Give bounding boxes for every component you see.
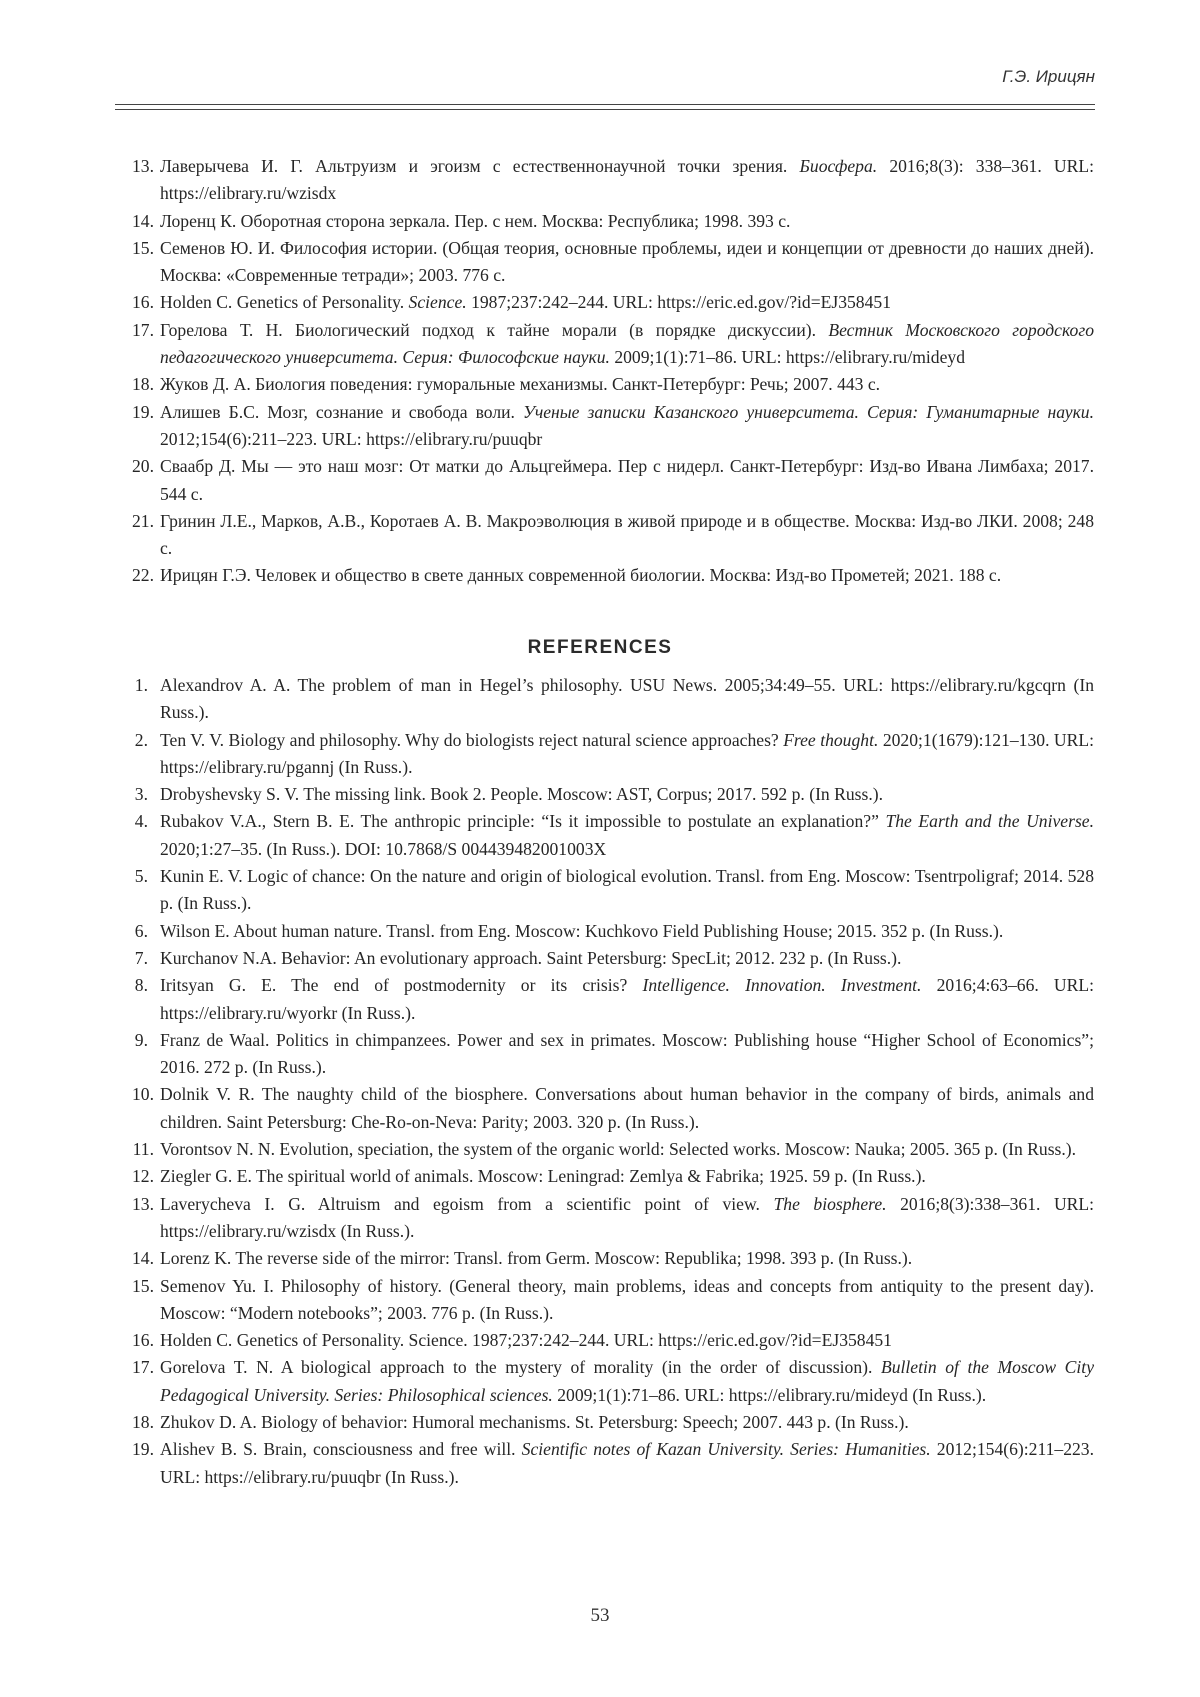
reference-item <box>118 453 1094 508</box>
reference-number: 2. <box>118 727 148 754</box>
reference-number: 16. <box>118 1327 154 1354</box>
reference-item <box>118 208 1094 235</box>
reference-text: Горелова Т. Н. Биологический подход к тайне морали (в порядке дискуссии). <box>160 320 828 340</box>
running-title: Г.Э. Ирицян <box>1002 67 1095 87</box>
reference-number: 7. <box>118 945 148 972</box>
reference-source-title: Bulletin of the Moscow City Pedagogical University. Series: Philosophical sciences. <box>160 1357 1094 1404</box>
reference-item <box>118 317 1094 372</box>
reference-item <box>118 1409 1094 1436</box>
reference-text: Ten V. V. Biology and philosophy. Why do biologists reject natural science approaches? <box>160 730 783 750</box>
reference-item <box>118 562 1094 589</box>
reference-item <box>118 1163 1094 1190</box>
reference-text: Alishev B. S. Brain, consciousness and free will. <box>160 1439 522 1459</box>
reference-text: Wilson E. About human nature. Transl. from Eng. Moscow: Kuchkovo Field Publishing House; 2015. 352 p. (In Russ.). <box>160 921 1003 941</box>
reference-details: 2020;1(1679):121–130. URL: https://elibrary.ru/pgannj (In Russ.). <box>160 730 1094 777</box>
reference-number: 5. <box>118 863 148 890</box>
reference-text: Kunin E. V. Logic of chance: On the nature and origin of biological evolution. Transl. from Eng. Moscow: Tsentrpoligraf; 2014. 528 p. (In Russ.). <box>160 866 1094 913</box>
reference-item <box>118 371 1094 398</box>
reference-text: Lorenz K. The reverse side of the mirror: Transl. from Germ. Moscow: Republika; 1998. 393 p. (In Russ.). <box>160 1248 912 1268</box>
reference-number: 1. <box>118 672 148 699</box>
reference-item <box>118 781 1094 808</box>
reference-details: 2016;8(3): 338–361. URL: https://elibrary.ru/wzisdx <box>160 156 1094 203</box>
reference-number: 21. <box>118 508 154 535</box>
reference-text: Laverycheva I. G. Altruism and egoism from a scientific point of view. <box>160 1194 773 1214</box>
reference-number: 14. <box>118 208 154 235</box>
reference-number: 19. <box>118 1436 154 1463</box>
reference-text: Семенов Ю. И. Философия истории. (Общая теория, основные проблемы, идеи и концепции от древности до наших дней). Москва: «Современные тетради»; 2003. 776 с. <box>160 238 1094 285</box>
reference-source-title: Scientific notes of Kazan University. Series: Humanities. <box>522 1439 931 1459</box>
reference-number: 10. <box>118 1081 154 1108</box>
reference-number: 15. <box>118 235 154 262</box>
reference-number: 12. <box>118 1163 154 1190</box>
header-rule-secondary <box>115 109 1095 110</box>
reference-item <box>118 1191 1094 1246</box>
reference-number: 6. <box>118 918 148 945</box>
reference-text: Kurchanov N.A. Behavior: An evolutionary approach. Saint Petersburg: SpecLit; 2012. 232 p. (In Russ.). <box>160 948 901 968</box>
reference-text: Лаверычева И. Г. Альтруизм и эгоизм с естественнонаучной точки зрения. <box>160 156 800 176</box>
reference-number: 9. <box>118 1027 148 1054</box>
reference-number: 3. <box>118 781 148 808</box>
reference-item <box>118 1436 1094 1491</box>
reference-item <box>118 1136 1094 1163</box>
reference-number: 18. <box>118 1409 154 1436</box>
reference-source-title: Intelligence. Innovation. Investment. <box>642 975 921 995</box>
reference-item <box>118 1027 1094 1082</box>
reference-source-title: Science. <box>409 292 467 312</box>
reference-number: 17. <box>118 1354 154 1381</box>
reference-item <box>118 153 1094 208</box>
reference-text: Gorelova T. N. A biological approach to the mystery of morality (in the order of discussion). <box>160 1357 881 1377</box>
reference-number: 20. <box>118 453 154 480</box>
reference-number: 22. <box>118 562 154 589</box>
reference-text: Zhukov D. A. Biology of behavior: Humoral mechanisms. St. Petersburg: Speech; 2007. 443 p. (In Russ.). <box>160 1412 909 1432</box>
reference-item <box>118 918 1094 945</box>
reference-item <box>118 289 1094 316</box>
reference-item <box>118 1245 1094 1272</box>
reference-text: Vorontsov N. N. Evolution, speciation, the system of the organic world: Selected works. Moscow: Nauka; 2005. 365 p. (In Russ.). <box>160 1139 1076 1159</box>
reference-source-title: The biosphere. <box>773 1194 886 1214</box>
reference-details: 1987;237:242–244. URL: https://eric.ed.gov/?id=EJ358451 <box>467 292 891 312</box>
reference-text: Жуков Д. А. Биология поведения: гуморальные механизмы. Санкт-Петербург: Речь; 2007. 443 с. <box>160 374 880 394</box>
reference-source-title: Ученые записки Казанского университета. Серия: Гуманитарные науки. <box>523 402 1094 422</box>
reference-text: Сваабр Д. Мы — это наш мозг: От матки до Альцгеймера. Пер с нидерл. Санкт-Петербург: Изд-во Ивана Лимбаха; 2017. 544 с. <box>160 456 1094 503</box>
reference-text: Rubakov V.A., Stern B. E. The anthropic principle: “Is it impossible to postulate an explanation?” <box>160 811 885 831</box>
journal-page <box>0 0 1200 1697</box>
reference-text: Ирицян Г.Э. Человек и общество в свете данных современной биологии. Москва: Изд-во Прометей; 2021. 188 с. <box>160 565 1001 585</box>
reference-number: 14. <box>118 1245 154 1272</box>
reference-text: Iritsyan G. E. The end of postmodernity or its crisis? <box>160 975 642 995</box>
reference-text: Dolnik V. R. The naughty child of the biosphere. Conversations about human behavior in the company of birds, animals and children. Saint Petersburg: Che-Ro-on-Neva: Parity; 2003. 320 p. (In Russ.). <box>160 1084 1094 1131</box>
reference-item <box>118 672 1094 727</box>
reference-item <box>118 1327 1094 1354</box>
reference-item <box>118 945 1094 972</box>
header-rule <box>115 104 1095 105</box>
reference-details: 2016;8(3):338–361. URL: https://elibrary.ru/wzisdx (In Russ.). <box>160 1194 1094 1241</box>
reference-text: Holden C. Genetics of Personality. <box>160 292 409 312</box>
reference-item <box>118 727 1094 782</box>
reference-source-title: Вестник Московского городского педагогического университета. Серия: Философские науки. <box>160 320 1094 367</box>
reference-item <box>118 1354 1094 1409</box>
reference-item <box>118 235 1094 290</box>
reference-details: 2012;154(6):211–223. URL: https://elibrary.ru/puuqbr <box>160 429 542 449</box>
reference-text: Semenov Yu. I. Philosophy of history. (General theory, main problems, ideas and concepts from antiquity to the present day). Moscow: “Modern notebooks”; 2003. 776 p. (In Russ.). <box>160 1276 1094 1323</box>
reference-item <box>118 399 1094 454</box>
reference-item <box>118 508 1094 563</box>
reference-details: 2009;1(1):71–86. URL: https://elibrary.ru/mideyd (In Russ.). <box>553 1385 986 1405</box>
reference-text: Alexandrov A. A. The problem of man in Hegel’s philosophy. USU News. 2005;34:49–55. URL: https://elibrary.ru/kgcqrn (In Russ.). <box>160 675 1094 722</box>
reference-details: 2016;4:63–66. URL: https://elibrary.ru/wyorkr (In Russ.). <box>160 975 1094 1022</box>
reference-source-title: The Earth and the Universe. <box>885 811 1094 831</box>
page-number: 53 <box>0 1605 1200 1627</box>
reference-item <box>118 1081 1094 1136</box>
reference-text: Алишев Б.С. Мозг, сознание и свобода воли. <box>160 402 523 422</box>
references-heading: REFERENCES <box>0 637 1200 659</box>
reference-item <box>118 863 1094 918</box>
reference-number: 17. <box>118 317 154 344</box>
russian-reference-list <box>118 153 1094 590</box>
reference-item <box>118 808 1094 863</box>
reference-source-title: Биосфера. <box>800 156 878 176</box>
reference-item <box>118 1273 1094 1328</box>
reference-text: Drobyshevsky S. V. The missing link. Book 2. People. Moscow: AST, Corpus; 2017. 592 p. (In Russ.). <box>160 784 883 804</box>
english-reference-list <box>118 672 1094 1491</box>
reference-number: 13. <box>118 153 154 180</box>
reference-number: 13. <box>118 1191 154 1218</box>
reference-number: 15. <box>118 1273 154 1300</box>
reference-text: Лоренц К. Оборотная сторона зеркала. Пер. с нем. Москва: Республика; 1998. 393 с. <box>160 211 790 231</box>
reference-number: 16. <box>118 289 154 316</box>
reference-details: 2009;1(1):71–86. URL: https://elibrary.ru/mideyd <box>610 347 965 367</box>
reference-details: 2012;154(6):211–223. URL: https://elibrary.ru/puuqbr (In Russ.). <box>160 1439 1094 1486</box>
reference-text: Гринин Л.Е., Марков, А.В., Коротаев А. В. Макроэволюция в живой природе и в обществе. Москва: Изд-во ЛКИ. 2008; 248 с. <box>160 511 1094 558</box>
reference-source-title: Free thought. <box>783 730 878 750</box>
reference-number: 8. <box>118 972 148 999</box>
reference-text: Franz de Waal. Politics in chimpanzees. Power and sex in primates. Moscow: Publishing house “Higher School of Economics”; 2016. 272 p. (In Russ.). <box>160 1030 1094 1077</box>
reference-text: Holden C. Genetics of Personality. Science. 1987;237:242–244. URL: https://eric.ed.gov/?id=EJ358451 <box>160 1330 892 1350</box>
reference-number: 19. <box>118 399 154 426</box>
reference-number: 18. <box>118 371 154 398</box>
reference-item <box>118 972 1094 1027</box>
reference-number: 11. <box>118 1136 154 1163</box>
reference-text: Ziegler G. E. The spiritual world of animals. Moscow: Leningrad: Zemlya & Fabrika; 1925. 59 p. (In Russ.). <box>160 1166 926 1186</box>
reference-details: 2020;1:27–35. (In Russ.). DOI: 10.7868/S 004439482001003X <box>160 839 606 859</box>
reference-number: 4. <box>118 808 148 835</box>
